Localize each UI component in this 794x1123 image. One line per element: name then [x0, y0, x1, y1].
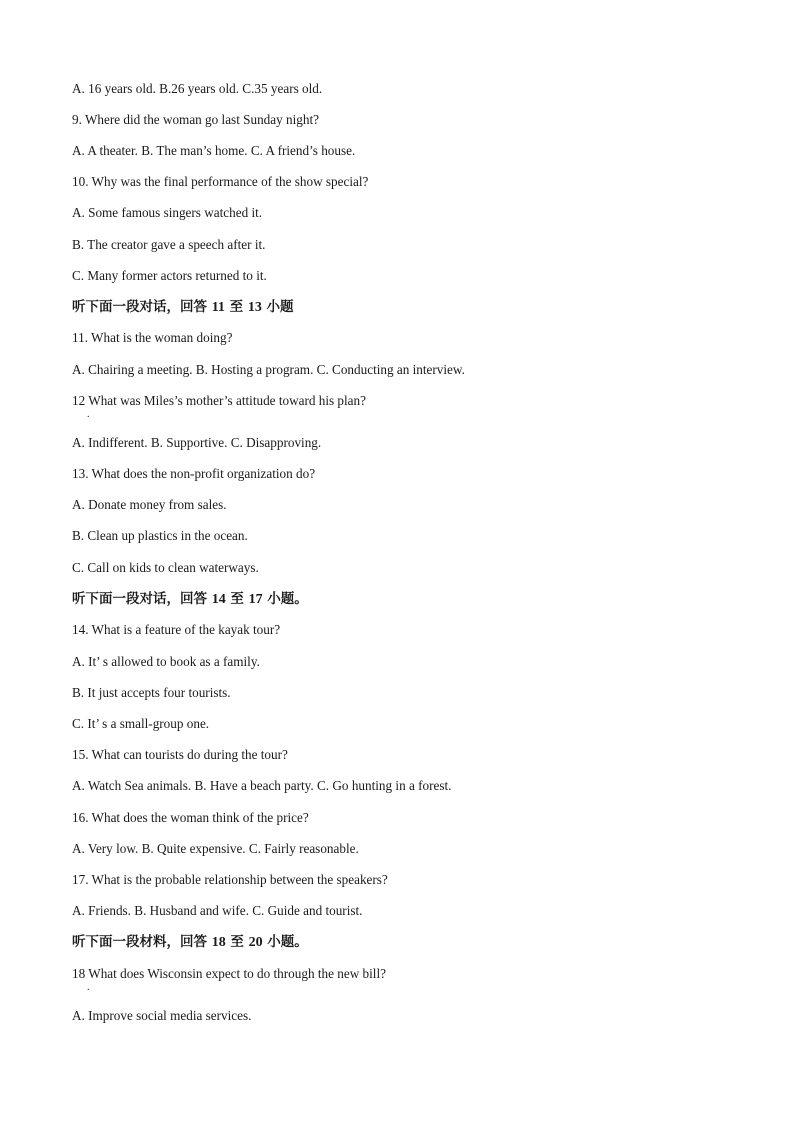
- option-line: A. Friends. B. Husband and wife. C. Guide and tourist.: [72, 903, 363, 918]
- section-heading: [72, 591, 308, 608]
- heading-text: 小题。: [262, 934, 308, 950]
- option-line: C. Many former actors returned to it.: [72, 268, 267, 283]
- option-line: A. Donate money from sales.: [72, 497, 227, 512]
- heading-number: 11: [211, 300, 225, 315]
- heading-text: 至: [225, 934, 249, 950]
- heading-text: 听下面一段对话，回答: [72, 591, 212, 607]
- question-line: 15. What can tourists do during the tour?: [72, 747, 288, 762]
- option-line: B. The creator gave a speech after it.: [72, 237, 266, 252]
- question-line: 16. What does the woman think of the price?: [72, 810, 309, 825]
- heading-text: 听下面一段对话，回答: [72, 299, 212, 315]
- heading-text: 小题: [261, 299, 294, 315]
- option-line: A. A theater. B. The man’s home. C. A friend’s house.: [72, 143, 356, 158]
- heading-number: 13: [247, 300, 262, 315]
- question-line: 14. What is a feature of the kayak tour?: [72, 622, 281, 637]
- question-line: 18 What does Wisconsin expect to do through the new bill?: [72, 966, 386, 981]
- question-line: 9. Where did the woman go last Sunday night?: [72, 112, 319, 127]
- option-line: A. It’ s allowed to book as a family.: [72, 654, 260, 669]
- heading-number: 14: [211, 592, 226, 607]
- heading-number: 20: [248, 935, 263, 950]
- option-line: A. Some famous singers watched it.: [72, 205, 263, 220]
- number-dot-mark: .: [87, 982, 90, 993]
- option-line: C. Call on kids to clean waterways.: [72, 560, 259, 575]
- question-line: 10. Why was the final performance of the show special?: [72, 174, 369, 189]
- option-line: A. 16 years old. B.26 years old. C.35 years old.: [72, 81, 323, 96]
- option-line: A. Indifferent. B. Supportive. C. Disapproving.: [72, 435, 322, 450]
- heading-text: 小题。: [262, 591, 308, 607]
- heading-number: 18: [211, 935, 226, 950]
- option-line: A. Improve social media services.: [72, 1008, 252, 1023]
- question-line: 12 What was Miles’s mother’s attitude toward his plan?: [72, 393, 366, 408]
- number-dot-mark: .: [87, 409, 90, 420]
- heading-text: 听下面一段材料，回答: [72, 934, 212, 950]
- question-line: 11. What is the woman doing?: [72, 330, 233, 345]
- question-line: 13. What does the non-profit organization do?: [72, 466, 316, 481]
- heading-text: 至: [224, 299, 248, 315]
- option-line: B. It just accepts four tourists.: [72, 685, 231, 700]
- section-heading: [72, 299, 294, 316]
- section-heading: [72, 934, 308, 951]
- option-line: A. Very low. B. Quite expensive. C. Fairly reasonable.: [72, 841, 359, 856]
- heading-number: 17: [248, 592, 263, 607]
- option-line: B. Clean up plastics in the ocean.: [72, 528, 248, 543]
- option-line: A. Chairing a meeting. B. Hosting a program. C. Conducting an interview.: [72, 362, 465, 377]
- option-line: C. It’ s a small-group one.: [72, 716, 210, 731]
- option-line: A. Watch Sea animals. B. Have a beach party. C. Go hunting in a forest.: [72, 778, 452, 793]
- question-line: 17. What is the probable relationship between the speakers?: [72, 872, 388, 887]
- heading-text: 至: [225, 591, 249, 607]
